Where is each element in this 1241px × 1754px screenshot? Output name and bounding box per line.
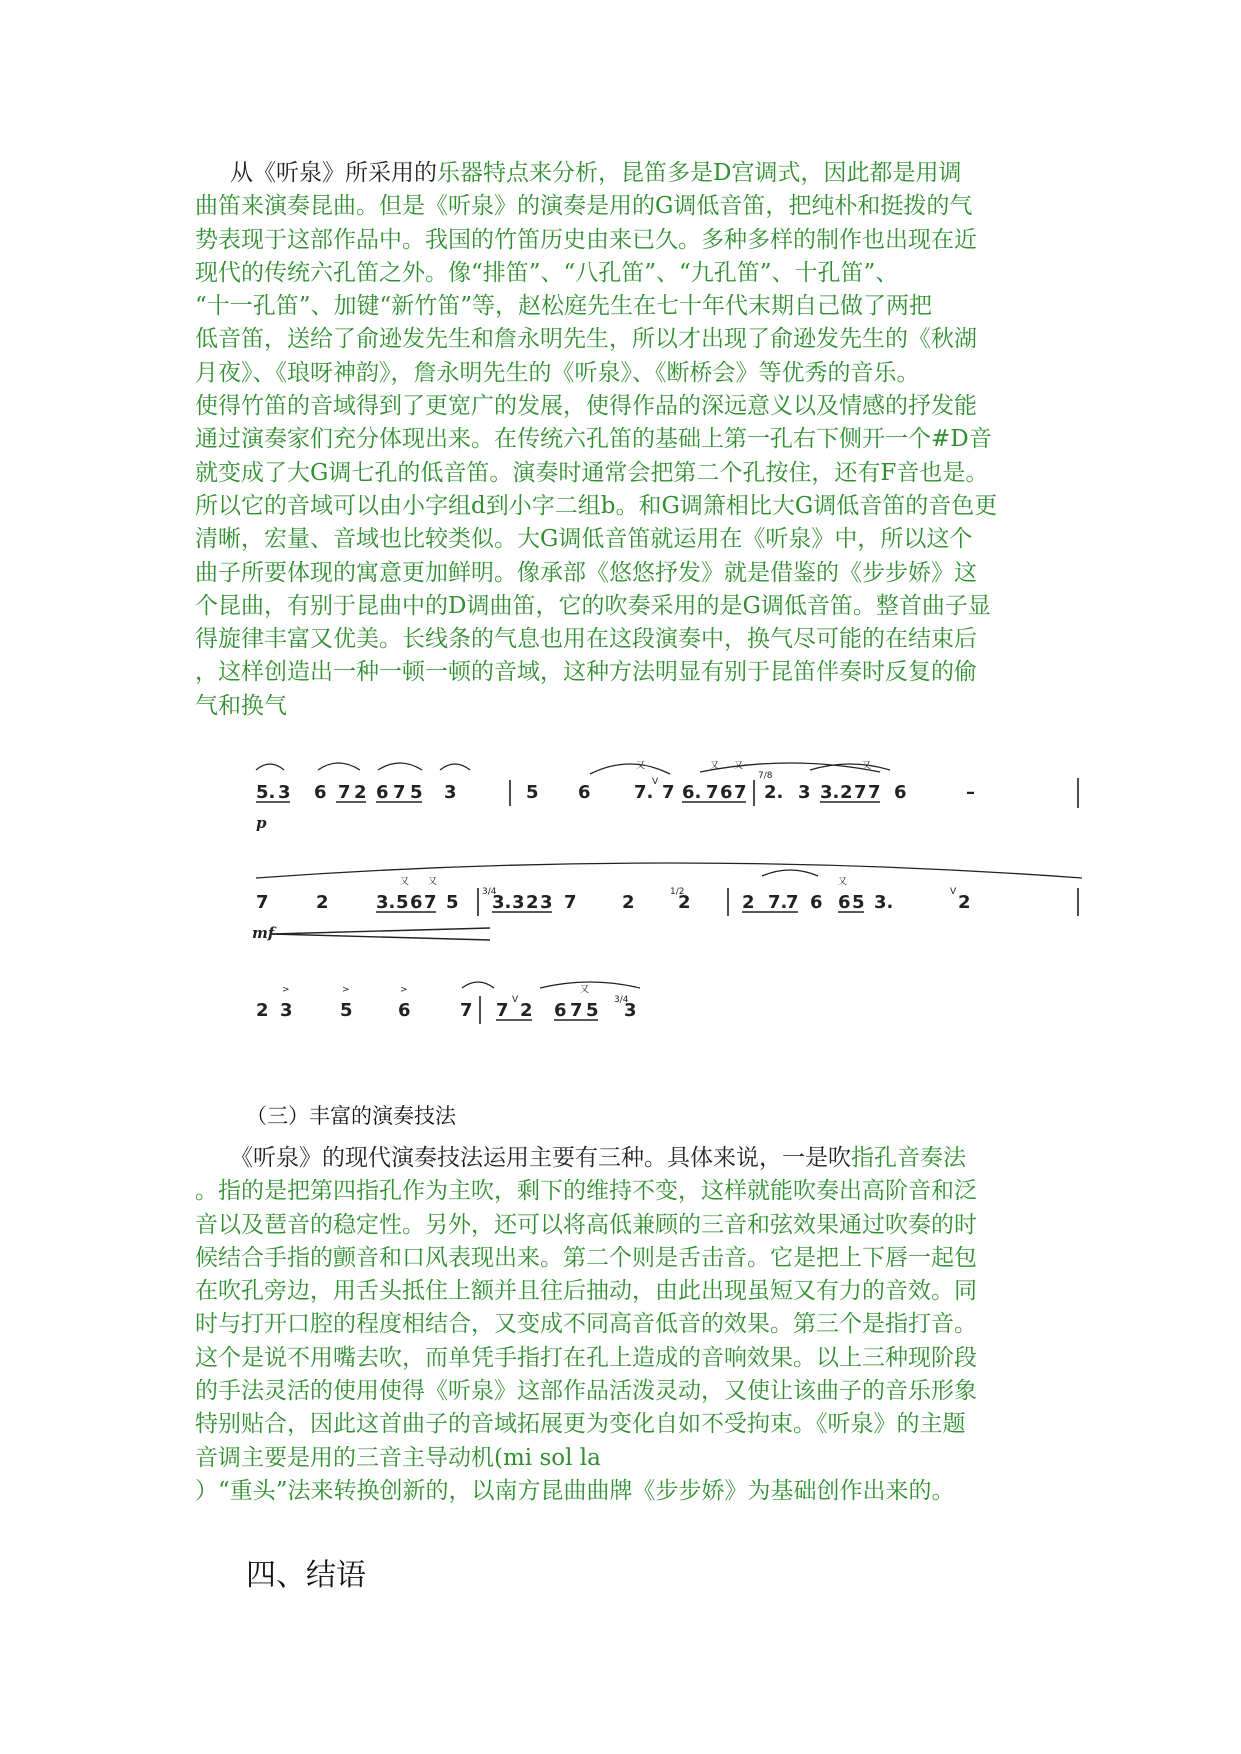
paragraph-1-line: 气和换气 — [195, 692, 287, 719]
paragraph-2-line-1-black: 《听泉》的现代演奏技法运用主要有三种。具体来说，一是吹 — [230, 1145, 851, 1171]
paragraph-2-line: 的手法灵活的使用使得《听泉》这部作品活泼灵动，又使让该曲子的音乐形象 — [195, 1378, 977, 1405]
note: 6 — [398, 1000, 411, 1021]
accent-mark: > — [342, 985, 350, 995]
note: 6 — [554, 1000, 567, 1021]
paragraph-1-line: 就变成了大G调七孔的低音笛。演奏时通常会把第二个孔按住，还有F音也是。 — [195, 459, 989, 486]
accent-mark: > — [282, 985, 290, 995]
note: 2 — [526, 892, 539, 913]
note: 2 — [958, 892, 971, 913]
paragraph-2-line: 。指的是把第四指孔作为主吹，剩下的维持不变，这样就能吹奏出高阶音和泛 — [195, 1178, 977, 1205]
paragraph-2-line-1-green: 指孔音奏法 — [851, 1145, 966, 1171]
note: 6 — [578, 782, 591, 803]
note: 7 — [662, 782, 675, 803]
ornament: 又 — [400, 877, 410, 887]
paragraph-2-line: 特别贴合，因此这首曲子的音域拓展更为变化自如不受拘束。《听泉》的主题 — [195, 1411, 966, 1438]
note: 2 — [354, 782, 367, 803]
paragraph-1-line: 现代的传统六孔笛之外。像“排笛”、“八孔笛”、“九孔笛”、十孔笛”、 — [195, 259, 899, 286]
note: 3. — [492, 892, 512, 913]
paragraph-1-line: 使得竹笛的音域得到了更宽广的发展，使得作品的深远意义以及情感的抒发能 — [195, 393, 977, 420]
note: 5 — [446, 892, 459, 913]
section-heading: （三）丰富的演奏技法 — [246, 1104, 456, 1128]
note: 3 — [798, 782, 811, 803]
note: 7 — [256, 892, 269, 913]
dynamic-mark: p — [256, 814, 267, 832]
note: 7 — [868, 782, 881, 803]
note: 5 — [526, 782, 539, 803]
note: 5 — [852, 892, 865, 913]
note: 2 — [840, 782, 853, 803]
note: – — [966, 782, 975, 803]
paragraph-1-line-1-black: 从《听泉》所采用的 — [230, 160, 437, 186]
paragraph-1-line: 通过演奏家们充分体现出来。在传统六孔笛的基础上第一孔右下侧开一个#D音 — [195, 426, 992, 453]
note: 3. — [874, 892, 894, 913]
paragraph-2-line: 这个是说不用嘴去吹，而单凭手指打在孔上造成的音响效果。以上三种现阶段 — [195, 1344, 977, 1371]
note: 2 — [520, 1000, 533, 1021]
note: 7 — [564, 892, 577, 913]
note: 3 — [624, 1000, 637, 1021]
note: 3. — [820, 782, 840, 803]
note: 3 — [512, 892, 525, 913]
note: 7. — [768, 892, 788, 913]
ornament: 又 — [580, 985, 590, 995]
time-signature: 1/2 — [670, 887, 685, 897]
ornament: 又 — [428, 877, 438, 887]
note: 6. — [682, 782, 702, 803]
note: 2 — [316, 892, 329, 913]
note: 7 — [338, 782, 351, 803]
paragraph-1 — [195, 157, 1055, 723]
note: 7 — [393, 782, 406, 803]
paragraph-1-line: 曲笛来演奏昆曲。但是《听泉》的演奏是用的G调低音笛，把纯朴和挺拨的气 — [195, 193, 973, 220]
paragraph-1-line: 月夜》、《琅呀神韵》，詹永明先生的《听泉》、《断桥会》等优秀的音乐。 — [195, 359, 920, 386]
time-signature: 3/4 — [482, 887, 497, 897]
paragraph-1-line: ，这样创造出一种一顿一顿的音域，这种方法明显有别于昆笛伴奏时反复的偷 — [195, 659, 977, 686]
note: 5. — [256, 782, 276, 803]
note: 2 — [678, 892, 691, 913]
paragraph-2-line: 候结合手指的颤音和口风表现出来。第二个则是舌击音。它是把上下唇一起包 — [195, 1244, 977, 1271]
note: 6 — [894, 782, 907, 803]
breath-mark: V — [512, 995, 519, 1005]
paragraph-2-line: ）“重头”法来转换创新的，以南方昆曲曲牌《步步娇》为基础创作出来的。 — [195, 1477, 955, 1504]
paragraph-2-line: 音调主要是用的三音主导动机(mi sol la — [195, 1444, 601, 1471]
accent-mark: > — [400, 985, 408, 995]
time-signature: 7/8 — [758, 771, 773, 781]
ornament: 又 — [710, 761, 720, 771]
note: 7 — [496, 1000, 509, 1021]
note: 6 — [720, 782, 733, 803]
notation-row-3 — [256, 982, 640, 1024]
note: 7 — [734, 782, 747, 803]
paragraph-1-line-1-green: 乐器特点来分析，昆笛多是D宫调式，因此都是用调 — [437, 160, 962, 186]
music-notation — [250, 748, 1100, 1068]
note: 6 — [410, 892, 423, 913]
notation-row-1 — [256, 760, 1078, 832]
note: 3 — [540, 892, 553, 913]
conclusion-heading: 四、结语 — [246, 1558, 366, 1593]
paragraph-1-line: “十一孔笛”、加键“新竹笛”等，赵松庭先生在七十年代末期自己做了两把 — [195, 293, 933, 320]
ornament: 又 — [734, 761, 744, 771]
ornament: 又 — [838, 877, 848, 887]
note: 2 — [622, 892, 635, 913]
paragraph-2-line: 在吹孔旁边，用舌头抵住上额并且往后抽动，由此出现虽短又有力的音效。同 — [195, 1278, 977, 1305]
note: 7 — [570, 1000, 583, 1021]
note: 5 — [340, 1000, 353, 1021]
note: 3 — [280, 1000, 293, 1021]
note: 7 — [706, 782, 719, 803]
note: 2 — [742, 892, 755, 913]
note: 7 — [854, 782, 867, 803]
paragraph-2-line: 音以及琶音的稳定性。另外，还可以将高低兼顾的三音和弦效果通过吹奏的时 — [195, 1211, 977, 1238]
note: 2. — [764, 782, 784, 803]
note: 3. — [376, 892, 396, 913]
note: 6 — [810, 892, 823, 913]
note: 7. — [634, 782, 654, 803]
note: 3 — [278, 782, 291, 803]
paragraph-1-line: 个昆曲，有别于昆曲中的D调曲笛，它的吹奏采用的是G调低音笛。整首曲子显 — [195, 592, 991, 619]
paragraph-1-line: 势表现于这部作品中。我国的竹笛历史由来已久。多种多样的制作也出现在近 — [195, 226, 977, 253]
note: 7 — [460, 1000, 473, 1021]
paragraph-2-line: 时与打开口腔的程度相结合，又变成不同高音低音的效果。第三个是指打音。 — [195, 1311, 977, 1338]
paragraph-1-line: 清晰，宏量、音域也比较类似。大G调低音笛就运用在《听泉》中，所以这个 — [195, 526, 973, 553]
note: 5 — [586, 1000, 599, 1021]
paragraph-1-line: 曲子所要体现的寓意更加鲜明。像承部《悠悠抒发》就是借鉴的《步步娇》这 — [195, 559, 977, 586]
notation-row-2 — [252, 863, 1082, 942]
note: 6 — [314, 782, 327, 803]
time-signature: 3/4 — [614, 995, 629, 1005]
dynamic-mark: mf — [252, 924, 275, 942]
ornament: 又 — [636, 761, 646, 771]
paragraph-1-line: 所以它的音域可以由小字组d到小字二组b。和G调箫相比大G调低音笛的音色更 — [195, 492, 998, 519]
paragraph-1-line — [195, 157, 1055, 190]
breath-mark: V — [950, 887, 957, 897]
paragraph-1-line: 低音笛，送给了俞逊发先生和詹永明先生，所以才出现了俞逊发先生的《秋湖 — [195, 326, 977, 353]
note: 5 — [410, 782, 423, 803]
paragraph-2 — [195, 1142, 1055, 1508]
note: 5 — [396, 892, 409, 913]
note: 6 — [838, 892, 851, 913]
note: 7 — [786, 892, 799, 913]
ornament: 又 — [862, 761, 872, 771]
note: 7 — [424, 892, 437, 913]
breath-mark: V — [652, 777, 659, 787]
note: 2 — [256, 1000, 269, 1021]
paragraph-1-line: 得旋律丰富又优美。长线条的气息也用在这段演奏中，换气尽可能的在结束后 — [195, 626, 977, 653]
note: 6 — [376, 782, 389, 803]
note: 3 — [444, 782, 457, 803]
paragraph-2-line — [195, 1142, 1055, 1175]
